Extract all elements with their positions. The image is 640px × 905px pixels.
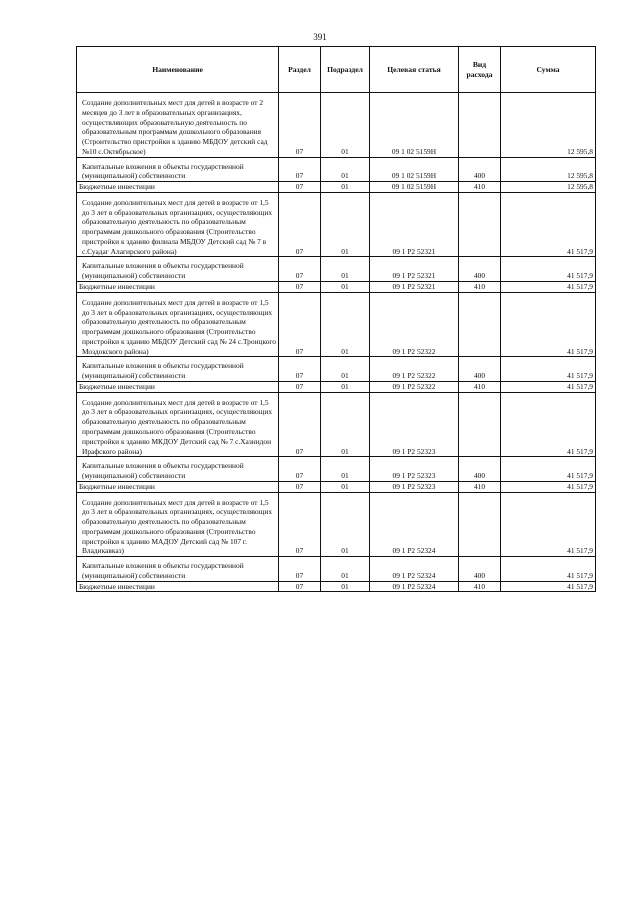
row-subsection: 01 [321,357,370,382]
row-sum: 41 517,9 [501,481,596,492]
row-subsection: 01 [321,93,370,158]
table-row [77,481,596,492]
row-sum: 41 517,9 [501,581,596,592]
row-target: 09 1 P2 52324 [370,492,459,557]
row-expense: 410 [459,481,501,492]
row-name: Бюджетные инвестиции [77,282,279,293]
row-expense: 400 [459,257,501,282]
row-sum: 41 517,9 [501,257,596,282]
row-target: 09 1 P2 52323 [370,481,459,492]
row-name: Капитальные вложения в объекты государственной (муниципальной) собственности [77,257,279,282]
row-sum: 41 517,9 [501,357,596,382]
row-target: 09 1 02 5159Н [370,93,459,158]
row-subsection: 01 [321,392,370,457]
row-section: 07 [279,392,321,457]
row-name: Капитальные вложения в объекты государственной (муниципальной) собственности [77,457,279,482]
table-row [77,182,596,193]
table-row [77,381,596,392]
row-target: 09 1 P2 52324 [370,581,459,592]
row-name: Создание дополнительных мест для детей в возрасте от 1,5 до 3 лет в образовательных организациях, осуществляющих образовательную деятельность по образовательным программам дошкольного образования (Строительство пристройки к зданию МБДОУ Детский сад № 24 с.Троицкого Моздокского района) [77,292,279,357]
row-subsection: 01 [321,481,370,492]
page-number: 391 [313,32,327,42]
row-section: 07 [279,157,321,182]
table-row [77,581,596,592]
table-row [77,457,596,482]
table-header-row [77,47,596,93]
row-expense [459,392,501,457]
row-expense [459,292,501,357]
row-expense: 410 [459,581,501,592]
row-name: Капитальные вложения в объекты государственной (муниципальной) собственности [77,357,279,382]
table-row [77,93,596,158]
row-subsection: 01 [321,492,370,557]
row-target: 09 1 P2 52322 [370,292,459,357]
row-section: 07 [279,93,321,158]
row-target: 09 1 P2 52322 [370,357,459,382]
header-expense: Вид расхода [459,47,501,93]
row-section: 07 [279,557,321,582]
row-subsection: 01 [321,182,370,193]
row-target: 09 1 P2 52323 [370,457,459,482]
row-section: 07 [279,492,321,557]
row-sum: 12 595,8 [501,182,596,193]
row-subsection: 01 [321,457,370,482]
header-subsection: Подраздел [321,47,370,93]
row-sum: 12 595,8 [501,157,596,182]
row-section: 07 [279,282,321,293]
row-target: 09 1 P2 52321 [370,282,459,293]
table-row [77,282,596,293]
table-row [77,192,596,257]
row-section: 07 [279,481,321,492]
table-row [77,557,596,582]
row-subsection: 01 [321,581,370,592]
table-row [77,292,596,357]
row-name: Создание дополнительных мест для детей в возрасте от 1,5 до 3 лет в образовательных организациях, осуществляющих образовательную деятельность по образовательным программам дошкольного образования (Строительство пристройки к зданию филиала МБДОУ Детский сад № 7 в с.Суадаг Алагирского района) [77,192,279,257]
row-sum: 41 517,9 [501,457,596,482]
header-sum: Сумма [501,47,596,93]
row-name: Создание дополнительных мест для детей в возрасте от 1,5 до 3 лет в образовательных организациях, осуществляющих образовательную деятельность по образовательным программам дошкольного образования (Строительство пристройки к зданию МКДОУ Детский сад № 7 с.Хазнидон Ирафского района) [77,392,279,457]
row-section: 07 [279,192,321,257]
row-section: 07 [279,581,321,592]
row-subsection: 01 [321,157,370,182]
table-row [77,392,596,457]
row-name: Бюджетные инвестиции [77,182,279,193]
row-name: Капитальные вложения в объекты государственной (муниципальной) собственности [77,557,279,582]
row-section: 07 [279,457,321,482]
row-sum: 41 517,9 [501,392,596,457]
row-expense: 400 [459,157,501,182]
row-sum: 41 517,9 [501,381,596,392]
row-target: 09 1 P2 52321 [370,257,459,282]
header-target: Целевая статья [370,47,459,93]
row-expense [459,93,501,158]
row-sum: 41 517,9 [501,492,596,557]
row-target: 09 1 P2 52321 [370,192,459,257]
row-name: Бюджетные инвестиции [77,581,279,592]
row-expense: 410 [459,182,501,193]
row-expense: 400 [459,557,501,582]
row-name: Бюджетные инвестиции [77,481,279,492]
row-target: 09 1 P2 52322 [370,381,459,392]
row-section: 07 [279,182,321,193]
row-sum: 41 517,9 [501,282,596,293]
row-sum: 12 595,8 [501,93,596,158]
header-name: Наименование [77,47,279,93]
table-row [77,157,596,182]
budget-table [76,46,596,592]
row-subsection: 01 [321,292,370,357]
row-section: 07 [279,357,321,382]
row-sum: 41 517,9 [501,292,596,357]
table-row [77,492,596,557]
row-subsection: 01 [321,282,370,293]
row-sum: 41 517,9 [501,192,596,257]
row-expense: 400 [459,457,501,482]
row-expense: 410 [459,381,501,392]
row-target: 09 1 02 5159Н [370,157,459,182]
table-row [77,357,596,382]
row-section: 07 [279,257,321,282]
row-subsection: 01 [321,192,370,257]
row-sum: 41 517,9 [501,557,596,582]
row-expense [459,492,501,557]
table-row [77,257,596,282]
row-section: 07 [279,381,321,392]
row-name: Создание дополнительных мест для детей в возрасте от 2 месяцев до 3 лет в образовательных организациях, осуществляющих образовательную деятельность по образовательным программам дошкольного образования (Строительство пристройки к зданию МБДОУ детский сад №10 с.Октябрьское) [77,93,279,158]
row-target: 09 1 02 5159Н [370,182,459,193]
row-target: 09 1 P2 52324 [370,557,459,582]
row-expense: 410 [459,282,501,293]
row-name: Бюджетные инвестиции [77,381,279,392]
row-section: 07 [279,292,321,357]
row-name: Капитальные вложения в объекты государственной (муниципальной) собственности [77,157,279,182]
header-section: Раздел [279,47,321,93]
row-subsection: 01 [321,257,370,282]
row-expense: 400 [459,357,501,382]
row-expense [459,192,501,257]
row-name: Создание дополнительных мест для детей в возрасте от 1,5 до 3 лет в образовательных организациях, осуществляющих образовательную деятельность по образовательным программам дошкольного образования (Строительство пристройки к зданию МАДОУ Детский сад № 107 г. Владикавказ) [77,492,279,557]
row-subsection: 01 [321,381,370,392]
row-subsection: 01 [321,557,370,582]
row-target: 09 1 P2 52323 [370,392,459,457]
